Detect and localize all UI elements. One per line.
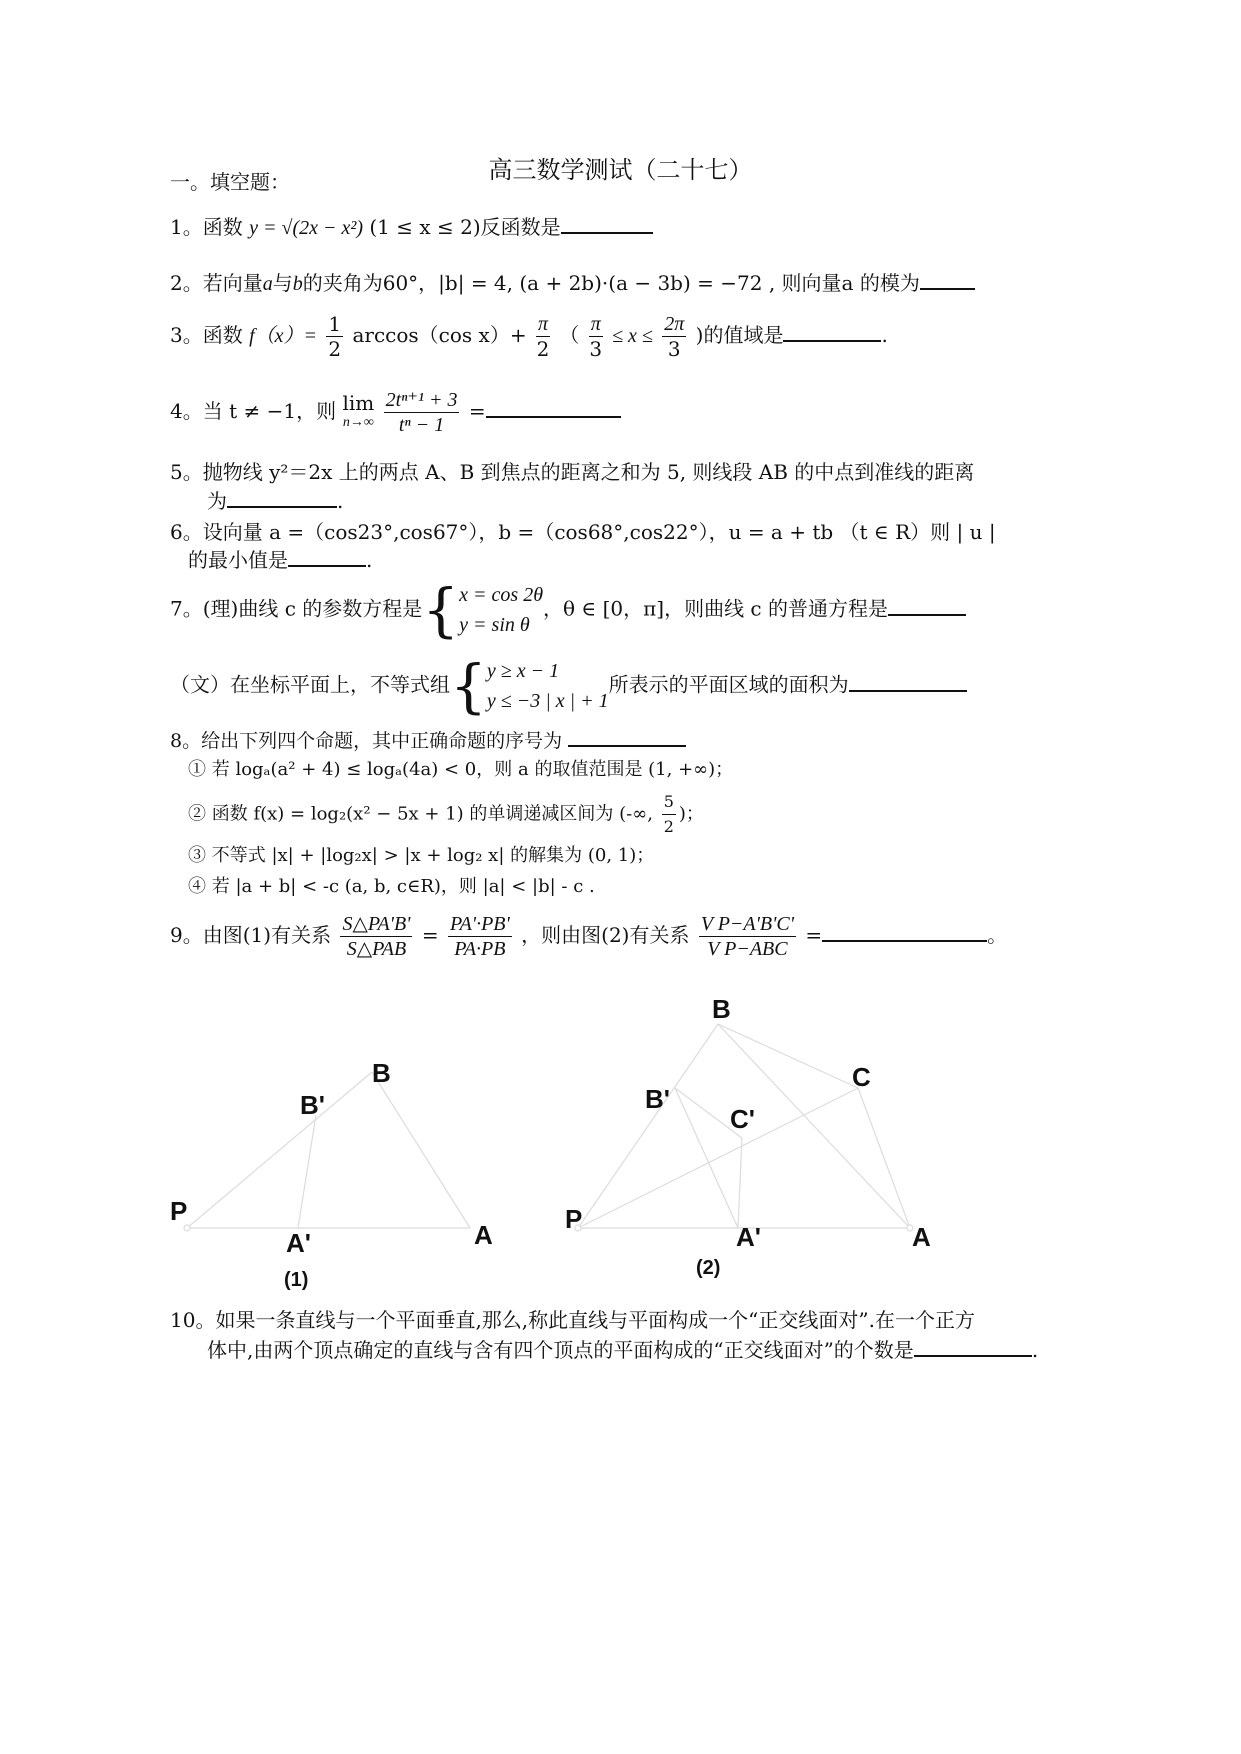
q9-length-den: PA·PB <box>454 938 506 960</box>
question-5 <box>170 458 974 486</box>
q2-number: 2。 <box>170 271 203 295</box>
q5-period: . <box>337 489 344 513</box>
fig2-label-A': A' <box>736 1222 761 1252</box>
q9-area-den: S△PAB <box>346 938 407 960</box>
q9-volume-num: V P−A'B'C' <box>700 913 795 935</box>
q3-pi2-num: π <box>537 313 548 335</box>
q7w-system <box>487 656 609 716</box>
q3-function: f（x）= <box>249 325 318 347</box>
figure-1 <box>184 1072 470 1231</box>
question-8 <box>170 725 686 755</box>
q3-period: . <box>881 323 888 347</box>
section-heading: 一。填空题： <box>170 170 290 194</box>
q1-domain: (1 ≤ x ≤ 2) <box>369 215 481 239</box>
q2-suffix: a 的模为 <box>841 271 920 295</box>
q3-suffix: )的值域是 <box>695 323 784 347</box>
q6-period: . <box>366 548 373 572</box>
q8-answer-blank[interactable] <box>568 725 686 747</box>
q7-prefix: (理)曲线 c 的参数方程是 <box>202 596 423 621</box>
q5-number: 5。 <box>170 460 203 484</box>
q5-line1: 抛物线 y²＝2x 上的两点 A、B 到焦点的距离之和为 5, 则线段 AB 的中点到准线的距离 <box>202 460 975 484</box>
q3-fraction-pi-3 <box>589 312 603 361</box>
q10-answer-blank[interactable] <box>914 1335 1032 1357</box>
fig1-label-B': B' <box>300 1090 325 1120</box>
fig2-edge-PC <box>578 1088 858 1228</box>
q1-prefix: 函数 <box>202 215 243 239</box>
q10-line2: 体中,由两个顶点确定的直线与含有四个顶点的平面构成的“正交线面对”的个数是 <box>207 1338 914 1362</box>
q6-line2: 的最小值是 <box>188 548 288 572</box>
q9-middle: ，则由图(2)有关系 <box>521 923 690 947</box>
question-6 <box>170 518 996 546</box>
q9-end: 。 <box>987 923 1008 947</box>
q3-half-den: 2 <box>328 337 342 361</box>
q9-volume-ratio <box>699 912 796 961</box>
fig2-edge-BC <box>718 1024 858 1088</box>
q3-inequality: ≤ x ≤ <box>612 325 653 347</box>
question-9 <box>170 912 1007 961</box>
question-10-line2 <box>207 1335 1038 1364</box>
question-2 <box>170 268 975 298</box>
q3-arccos: arccos（cos x）+ <box>352 323 527 347</box>
q3-half-num: 1 <box>328 312 342 336</box>
q7w-brace-icon: { <box>450 652 487 720</box>
q8-item-2 <box>188 790 704 839</box>
q7w-row2: y ≤ −3 | x | + 1 <box>486 690 609 712</box>
q2-vector-a: a <box>262 273 273 295</box>
figures <box>0 990 1241 1310</box>
q9-prefix: 由图(1)有关系 <box>202 923 332 947</box>
fig1-label-A: A <box>474 1220 493 1250</box>
q9-number: 9。 <box>170 923 203 947</box>
q7-number: 7。 <box>170 596 203 621</box>
fig2-label-B': B' <box>645 1084 670 1114</box>
fig2-caption: (2) <box>696 1257 721 1279</box>
fig2-label-B: B <box>712 994 731 1024</box>
q2-answer-blank[interactable] <box>920 268 975 290</box>
q7-row2: y = sin θ <box>459 614 530 636</box>
q4-number: 4。 <box>170 399 203 423</box>
question-7 <box>170 576 966 644</box>
q4-lim: lim <box>342 390 375 415</box>
q9-answer-blank[interactable] <box>822 920 987 942</box>
question-10 <box>170 1306 975 1334</box>
q3-fraction-half <box>326 312 343 361</box>
q8-item-2-text: ② 函数 f(x) = log₂(x² − 5x + 1) 的单调递减区间为 (-∞, <box>188 803 653 825</box>
q3-answer-blank[interactable] <box>783 320 881 342</box>
question-5-line2 <box>207 486 343 515</box>
q8-item-2-end: )； <box>678 803 704 825</box>
q1-suffix: 反函数是 <box>480 215 561 239</box>
question-1 <box>170 212 653 242</box>
q7-system <box>459 580 543 640</box>
q2-prefix: 若向量 <box>202 271 263 295</box>
fig2-label-C': C' <box>730 1104 755 1134</box>
q4-limit <box>342 390 375 433</box>
q2-with: 与 <box>272 271 293 295</box>
fig2-edge-B'A' <box>675 1088 738 1228</box>
q7-brace-icon: { <box>422 576 460 644</box>
fig2-edge-PB <box>578 1024 718 1228</box>
q3-prefix: 函数 <box>202 323 243 347</box>
q2-text: 的夹角为60°，|b| = 4, (a + 2b)·(a − 3b) = −72 , 则向量 <box>302 271 842 295</box>
q3-paren: （ <box>559 323 580 347</box>
q1-number: 1。 <box>170 215 203 239</box>
q3-number: 3。 <box>170 323 203 347</box>
q8-item-2-fraction <box>662 790 676 839</box>
q3-fraction-pi-2 <box>536 312 550 361</box>
q9-length-num: PA'·PB' <box>449 913 510 935</box>
q10-line1: 如果一条直线与一个平面垂直,那么,称此直线与平面构成一个“正交线面对”.在一个正方 <box>215 1308 975 1332</box>
fig2-edge-C'A' <box>738 1138 742 1228</box>
q8-text: 给出下列四个命题，其中正确命题的序号为 <box>201 730 563 752</box>
q7-condition: ，θ ∈ [0，π]，则曲线 c 的普通方程是 <box>543 596 888 621</box>
fig1-caption: (1) <box>284 1269 309 1291</box>
q3-2pi3-den: 3 <box>667 337 681 361</box>
q7-answer-blank[interactable] <box>888 594 966 616</box>
fig1-label-A': A' <box>286 1228 311 1258</box>
q8-number: 8。 <box>170 730 202 752</box>
q9-equals-2: = <box>805 923 823 947</box>
q4-lim-sub: n→∞ <box>342 414 374 430</box>
q2-vector-b: b <box>292 273 303 295</box>
fig1-label-P: P <box>170 1196 188 1226</box>
q7w-suffix: 所表示的平面区域的面积为 <box>608 672 849 697</box>
q9-equals: = <box>421 923 439 947</box>
q9-area-num: S△PA'B' <box>342 913 411 935</box>
q6-number: 6。 <box>170 520 203 544</box>
q9-length-ratio <box>448 912 512 961</box>
fig1-label-B: B <box>372 1058 391 1088</box>
page-title: 高三数学测试（二十七） <box>488 156 753 184</box>
q8-item-4: ④ 若 |a + b| < -c (a, b, c∈R)，则 |a| < |b| - c . <box>188 876 595 897</box>
q5-answer-blank[interactable] <box>227 486 337 508</box>
fig1-edge-PB <box>187 1072 372 1228</box>
q3-pi3-num: π <box>590 313 601 335</box>
q4-den: tⁿ − 1 <box>398 414 445 436</box>
q4-fraction <box>384 388 460 437</box>
fig2-label-P: P <box>565 1204 583 1234</box>
q7w-answer-blank[interactable] <box>849 670 967 692</box>
q1-answer-blank[interactable] <box>561 212 653 234</box>
q8-item-3: ③ 不等式 |x| + |log₂x| > |x + log₂ x| 的解集为 (0, 1)； <box>188 845 655 866</box>
question-4 <box>170 388 621 437</box>
q5-prefix2: 为 <box>207 489 227 513</box>
q6-line1: 设向量 a =（cos23°,cos67°），b =（cos68°,cos22°），u = a + tb （t ∈ R）则 | u | <box>202 520 996 544</box>
question-3 <box>170 312 888 361</box>
q4-num: 2tⁿ⁺¹ + 3 <box>385 389 458 411</box>
q10-number: 10。 <box>170 1308 216 1332</box>
q3-2pi3-num: 2π <box>664 313 685 335</box>
q6-answer-blank[interactable] <box>288 545 366 567</box>
q7w-prefix: （文）在坐标平面上，不等式组 <box>170 672 450 697</box>
q4-answer-blank[interactable] <box>486 396 621 418</box>
q8-item2-num: 5 <box>662 790 676 815</box>
q9-volume-den: V P−ABC <box>707 938 788 960</box>
q8-item-1: ① 若 logₐ(a² + 4) ≤ logₐ(4a) < 0，则 a 的取值范围是 (1, +∞)； <box>188 759 734 780</box>
q10-period: . <box>1031 1338 1039 1362</box>
fig1-edge-BA <box>372 1072 470 1228</box>
q8-item2-den: 2 <box>663 817 674 836</box>
question-6-line2 <box>188 545 372 574</box>
fig2-label-A: A <box>912 1222 931 1252</box>
q3-pi3-den: 3 <box>589 337 603 361</box>
q1-expression: y = √(2x − x²) <box>249 217 364 239</box>
question-7-wen <box>170 652 967 720</box>
q4-equals: = <box>468 399 486 423</box>
q3-pi2-den: 2 <box>536 337 550 361</box>
q9-area-ratio <box>340 912 412 961</box>
q3-fraction-2pi-3 <box>662 312 686 361</box>
q7w-row1: y ≥ x − 1 <box>486 660 560 682</box>
fig2-edge-CA <box>858 1088 910 1228</box>
q4-prefix: 当 t ≠ −1，则 <box>202 399 337 423</box>
q7-row1: x = cos 2θ <box>459 584 544 606</box>
fig2-label-C: C <box>852 1062 871 1092</box>
